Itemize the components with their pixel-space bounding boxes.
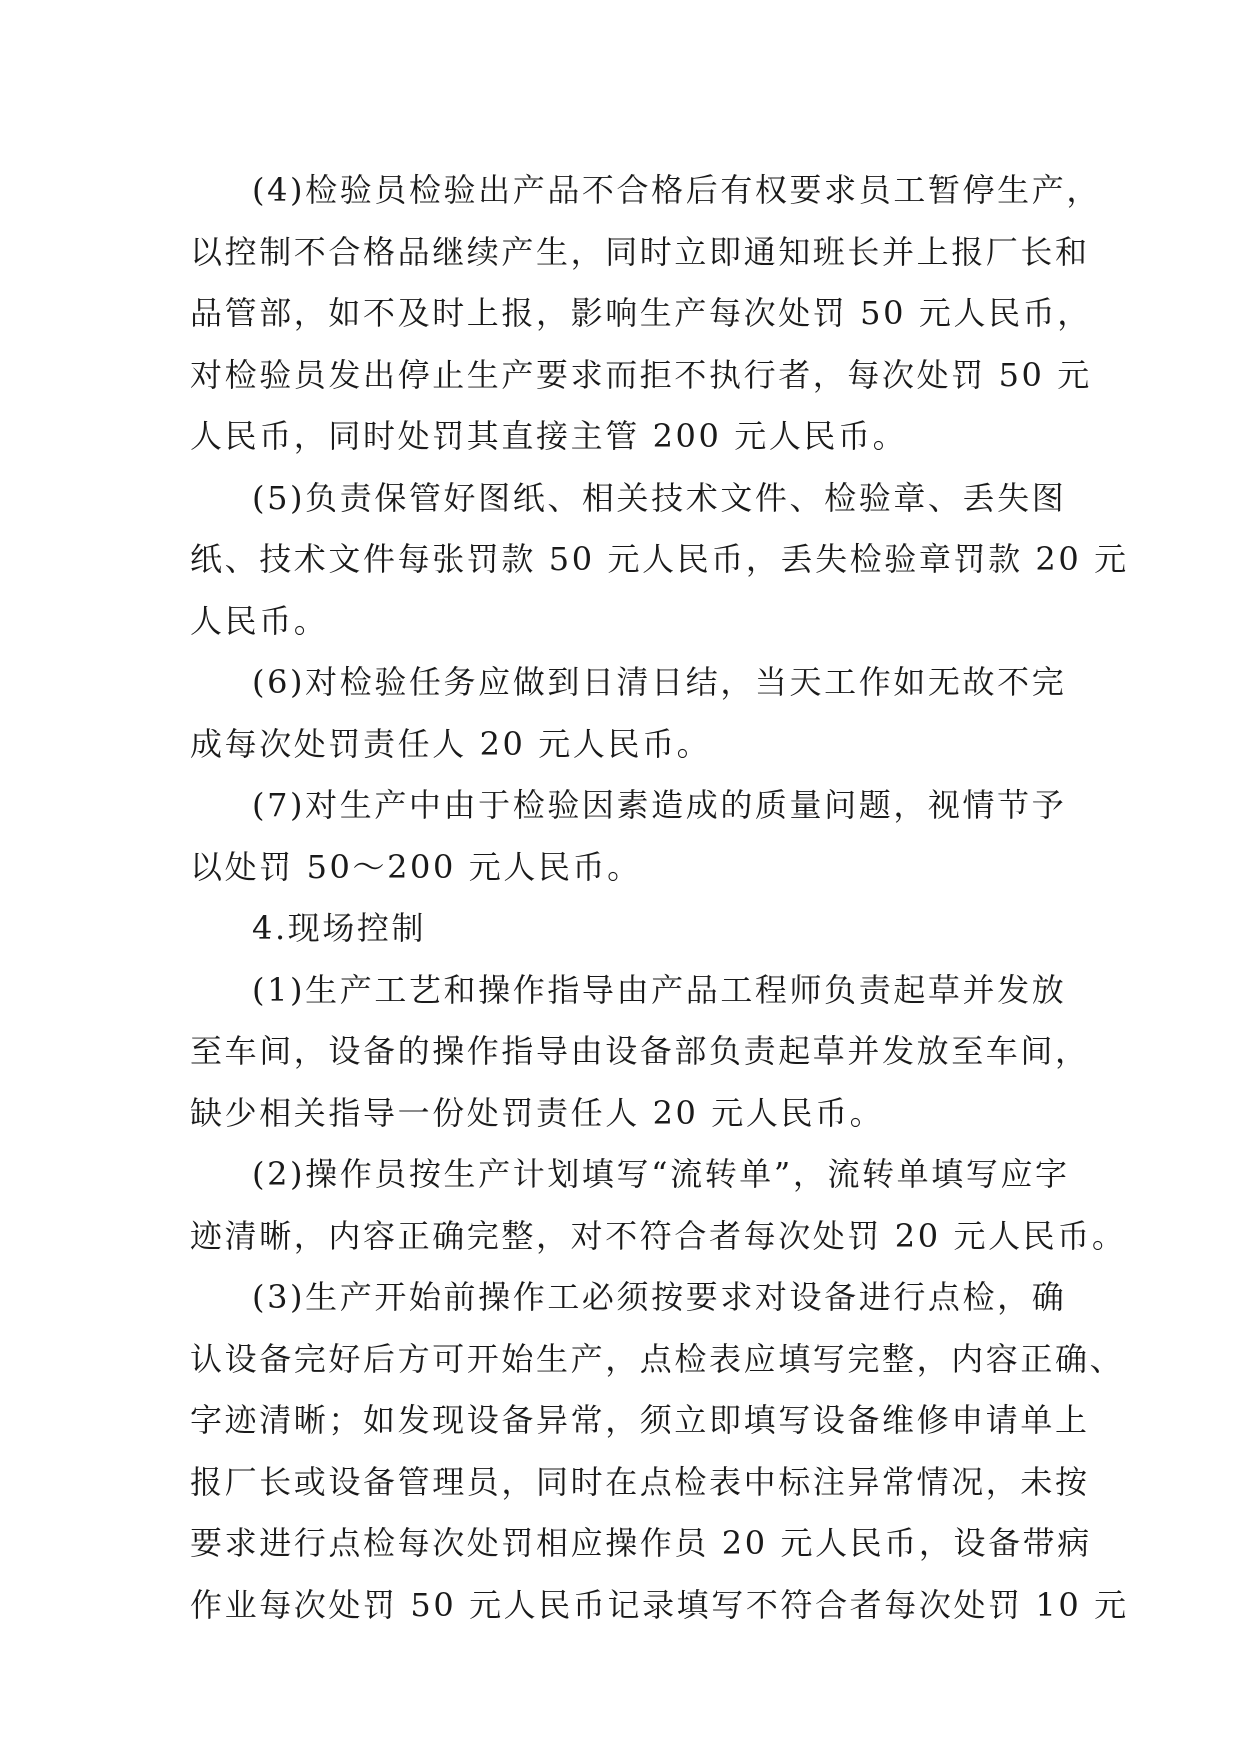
text-line: 成每次处罚责任人 20 元人民币。 [190,724,712,763]
text-line: 纸、技术文件每张罚款 50 元人民币，丢失检验章罚款 20 元 [190,540,1129,578]
text-line: 人民币。 [190,601,329,640]
text-line: 缺少相关指导一份处罚责任人 20 元人民币。 [190,1093,885,1132]
document-page [190,160,1129,1636]
section-heading: 4.现场控制 [252,909,427,947]
text-line: (4)检验员检验出产品不合格后有权要求员工暂停生产， [252,171,1101,209]
text-line: (7)对生产中由于检验因素造成的质量问题，视情节予 [252,786,1067,824]
text-line: 以控制不合格品继续产生，同时立即通知班长并上报厂长和 [190,232,1090,271]
text-line: 品管部，如不及时上报，影响生产每次处罚 50 元人民币， [190,294,1092,332]
text-line: 认设备完好后方可开始生产，点检表应填写完整，内容正确、 [190,1339,1125,1378]
text-line: (2)操作员按生产计划填写“流转单”，流转单填写应字 [252,1155,1070,1193]
text-line: 报厂长或设备管理员，同时在点检表中标注异常情况，未按 [190,1462,1090,1501]
text-line: 对检验员发出停止生产要求而拒不执行者，每次处罚 50 元 [190,355,1092,394]
text-line: (1)生产工艺和操作指导由产品工程师负责起草并发放 [252,970,1067,1009]
text-line: (3)生产开始前操作工必须按要求对设备进行点检，确 [252,1278,1067,1316]
text-line: 迹清晰，内容正确完整，对不符合者每次处罚 20 元人民币。 [190,1216,1127,1255]
text-line: 字迹清晰；如发现设备异常，须立即填写设备维修申请单上 [190,1401,1090,1439]
text-line: 作业每次处罚 50 元人民币记录填写不符合者每次处罚 10 元 [190,1585,1129,1624]
text-line: 要求进行点检每次处罚相应操作员 20 元人民币，设备带病 [190,1524,1092,1562]
text-line: (5)负责保管好图纸、相关技术文件、检验章、丢失图 [252,478,1067,517]
text-line: 人民币，同时处罚其直接主管 200 元人民币。 [190,417,908,455]
text-line: 至车间，设备的操作指导由设备部负责起草并发放至车间， [190,1032,1090,1070]
text-line: (6)对检验任务应做到日清日结，当天工作如无故不完 [252,663,1067,701]
text-line: 以处罚 50～200 元人民币。 [190,847,642,886]
